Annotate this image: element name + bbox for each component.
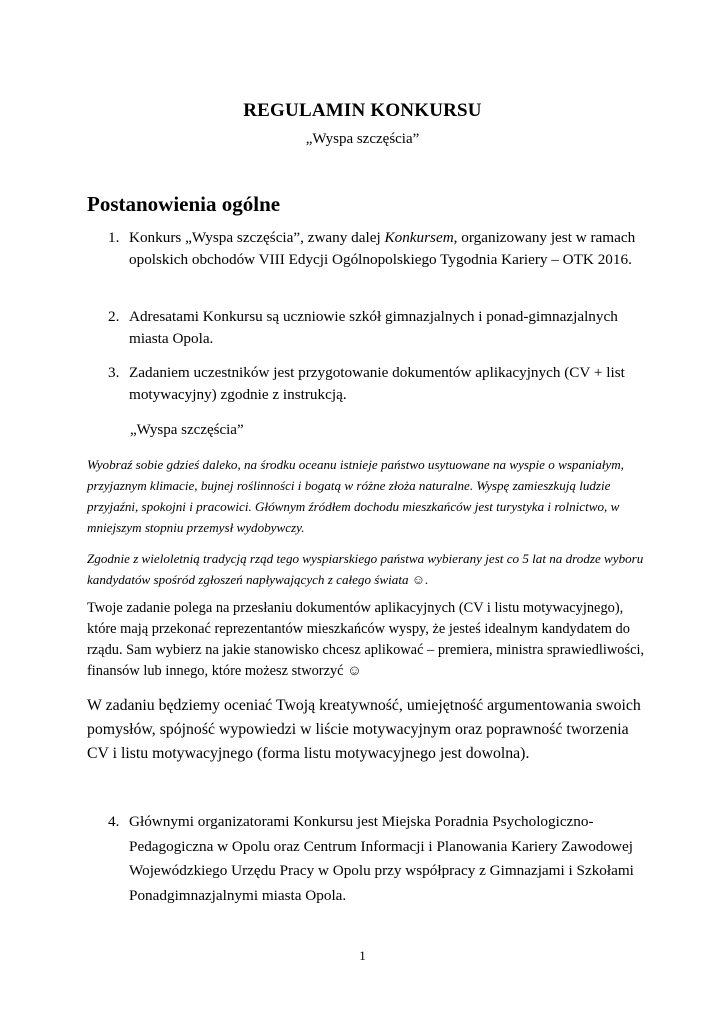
list-item-text: Głównymi organizatorami Konkursu jest Miejska Poradnia Psychologiczno-Pedagogiczna w Opolu oraz Centrum Informacji i Planowania Kariery Zawodowej Wojewódzkiego Urzędu Pracy w Opolu przy współpracy z Gimnazjami i Szkołami Ponadgimnazjalnymi miasta Opola. <box>129 813 634 904</box>
list-item-number: 1. <box>108 229 120 246</box>
list-item-text <box>129 227 638 270</box>
list-item-text: Adresatami Konkursu są uczniowie szkół gimnazjalnych i ponad-gimnazjalnych miasta Opola. <box>129 308 618 347</box>
list-item-number: 3. <box>108 364 120 381</box>
list-item-text-part: , organizowany jest w ramach opolskich obchodów VIII Edycji Ogólnopolskiego Tygodnia Kariery – OTK 2016. <box>129 229 636 268</box>
section-heading: Postanowienia ogólne <box>87 192 281 216</box>
story-paragraph-2: Zgodnie z wieloletnią tradycją rząd tego wyspiarskiego państwa wybierany jest co 5 lat na drodze wyboru kandydatów spośród zgłoszeń napływających z całego świata ☺. <box>87 551 644 587</box>
list-item-text: Zadaniem uczestników jest przygotowanie dokumentów aplikacyjnych (CV + list motywacyjny) zgodnie z instrukcją. <box>129 364 625 403</box>
task-paragraph: Twoje zadanie polega na przesłaniu dokumentów aplikacyjnych (CV i listu motywacyjnego), które mają przekonać reprezentantów mieszkańców wyspy, że jesteś idealnym kandydatem do rządu. Sam wybierz na jakie stanowisko chcesz aplikować – premiera, ministra sprawiedliwości, finansów lub innego, które możesz stworzyć ☺ <box>87 600 645 679</box>
list-item-1 <box>108 227 638 270</box>
list-item-2 <box>108 306 638 349</box>
list-item-3 <box>108 362 638 405</box>
list-item-text-part: Konkurs „Wyspa szczęścia”, zwany dalej <box>129 229 385 246</box>
document-subtitle: „Wyspa szczęścia” <box>305 131 420 147</box>
list-item-text-italic: Konkursem <box>384 229 454 246</box>
list-item-number: 2. <box>108 308 120 325</box>
story-paragraph-1: Wyobraź sobie gdzieś daleko, na środku oceanu istnieje państwo usytuowane na wyspie o wspaniałym, przyjaznym klimacie, bujnej roślinności i bogatą w różne złoża naturalne. Wyspę zamieszkują ludzie przyjaźni, spokojni i pracowici. Głównym źródłem dochodu mieszkańców jest turystyka i rolnictwo, w mniejszym stopniu przemysł wydobywczy. <box>87 457 624 535</box>
story-title: „Wyspa szczęścia” <box>130 422 244 438</box>
document-title: REGULAMIN KONKURSU <box>243 100 482 121</box>
list-item-4 <box>108 810 638 908</box>
evaluation-paragraph: W zadaniu będziemy oceniać Twoją kreatywność, umiejętność argumentowania swoich pomysłów, spójność wypowiedzi w liście motywacyjnym oraz poprawność tworzenia CV i listu motywacyjnego (forma listu motywacyjnego jest dowolna). <box>87 697 641 762</box>
page-number: 1 <box>359 948 366 963</box>
list-item-number: 4. <box>108 813 120 830</box>
